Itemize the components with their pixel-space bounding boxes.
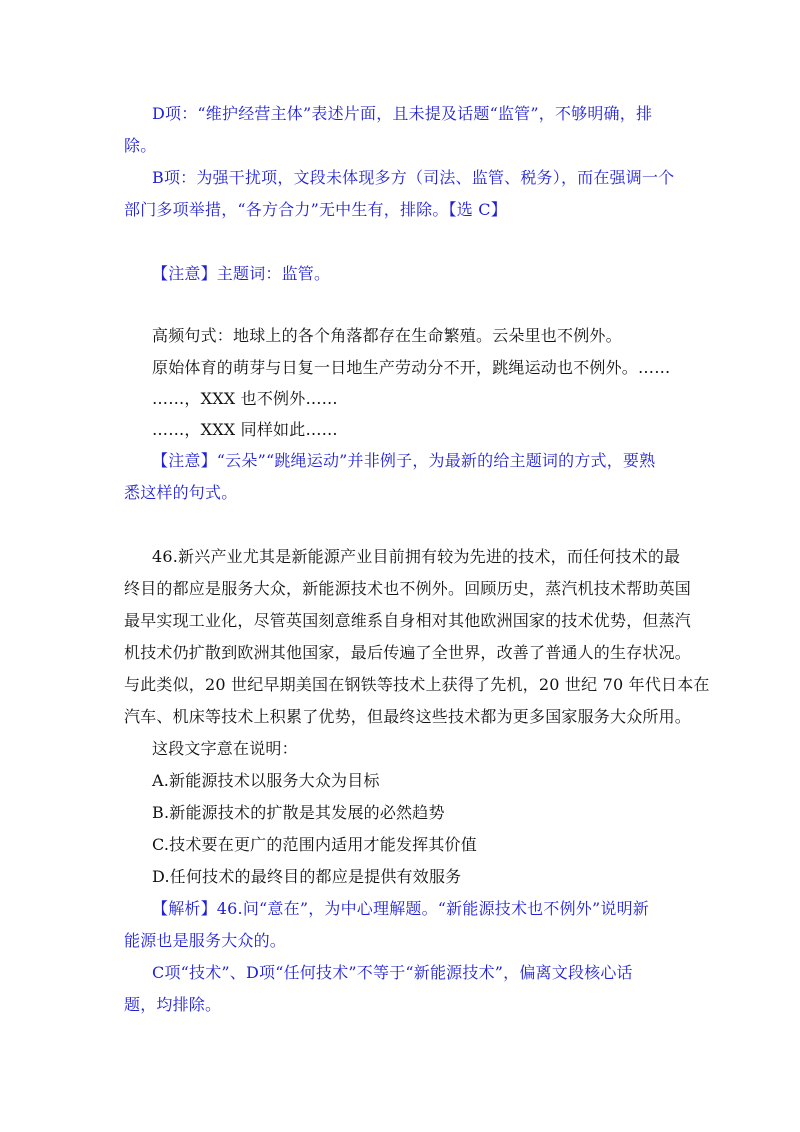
analysis-option-d-line2: 除。 — [124, 136, 157, 155]
analysis-46-line3: C项“技术”、D项“任何技术”不等于“新能源技术”，偏离文段核心话 — [152, 963, 633, 982]
pattern-line-3: ……，XXX 也不例外…… — [152, 389, 338, 408]
note-sentence-pattern-line1: 【注意】“云朵”“跳绳运动”并非例子，为最新的给主题词的方式，要熟 — [152, 451, 656, 470]
note-theme-word: 【注意】主题词：监管。 — [152, 264, 331, 283]
question-46-line5: 与此类似，20 世纪早期美国在钢铁等技术上获得了先机，20 世纪 70 年代日本在 — [124, 675, 710, 694]
note-sentence-pattern-line2: 悉这样的句式。 — [124, 483, 238, 502]
pattern-line-4: ……，XXX 同样如此…… — [152, 420, 338, 439]
option-b: B.新能源技术的扩散是其发展的必然趋势 — [152, 803, 445, 822]
pattern-line-2: 原始体育的萌芽与日复一日地生产劳动分不开，跳绳运动也不例外。…… — [152, 358, 671, 377]
analysis-option-b-line2: 部门多项举措，“各方合力”无中生有，排除。【选 C】 — [124, 200, 507, 219]
option-d: D.任何技术的最终目的都应是提供有效服务 — [152, 867, 462, 886]
question-46-line6: 汽车、机床等技术上积累了优势，但最终这些技术都为更多国家服务大众所用。 — [124, 707, 692, 726]
option-c: C.技术要在更广的范围内适用才能发挥其价值 — [152, 835, 477, 854]
question-46-line4: 机技术仍扩散到欧洲其他国家，最后传遍了全世界，改善了普通人的生存状况。 — [124, 643, 692, 662]
analysis-option-b-line1: B项：为强干扰项，文段未体现多方（司法、监管、税务），而在强调一个 — [152, 168, 675, 187]
analysis-option-d-line1: D项：“维护经营主体”表述片面，且未提及话题“监管”，不够明确，排 — [152, 104, 653, 123]
option-a: A.新能源技术以服务大众为目标 — [152, 771, 380, 790]
analysis-46-line2: 能源也是服务大众的。 — [124, 931, 287, 950]
question-46-line1: 46.新兴产业尤其是新能源产业目前拥有较为先进的技术，而任何技术的最 — [152, 547, 681, 566]
question-46-line3: 最早实现工业化，尽管英国刻意维系自身相对其他欧洲国家的技术优势，但蒸汽 — [124, 611, 692, 630]
analysis-46-line1: 【解析】46.问“意在”，为中心理解题。“新能源技术也不例外”说明新 — [152, 899, 649, 918]
pattern-line-1: 高频句式：地球上的各个角落都存在生命繁殖。云朵里也不例外。 — [152, 326, 622, 345]
question-46-line2: 终目的都应是服务大众，新能源技术也不例外。回顾历史，蒸汽机技术帮助英国 — [124, 579, 692, 598]
question-46-prompt: 这段文字意在说明： — [152, 739, 298, 758]
analysis-46-line4: 题，均排除。 — [124, 995, 222, 1014]
